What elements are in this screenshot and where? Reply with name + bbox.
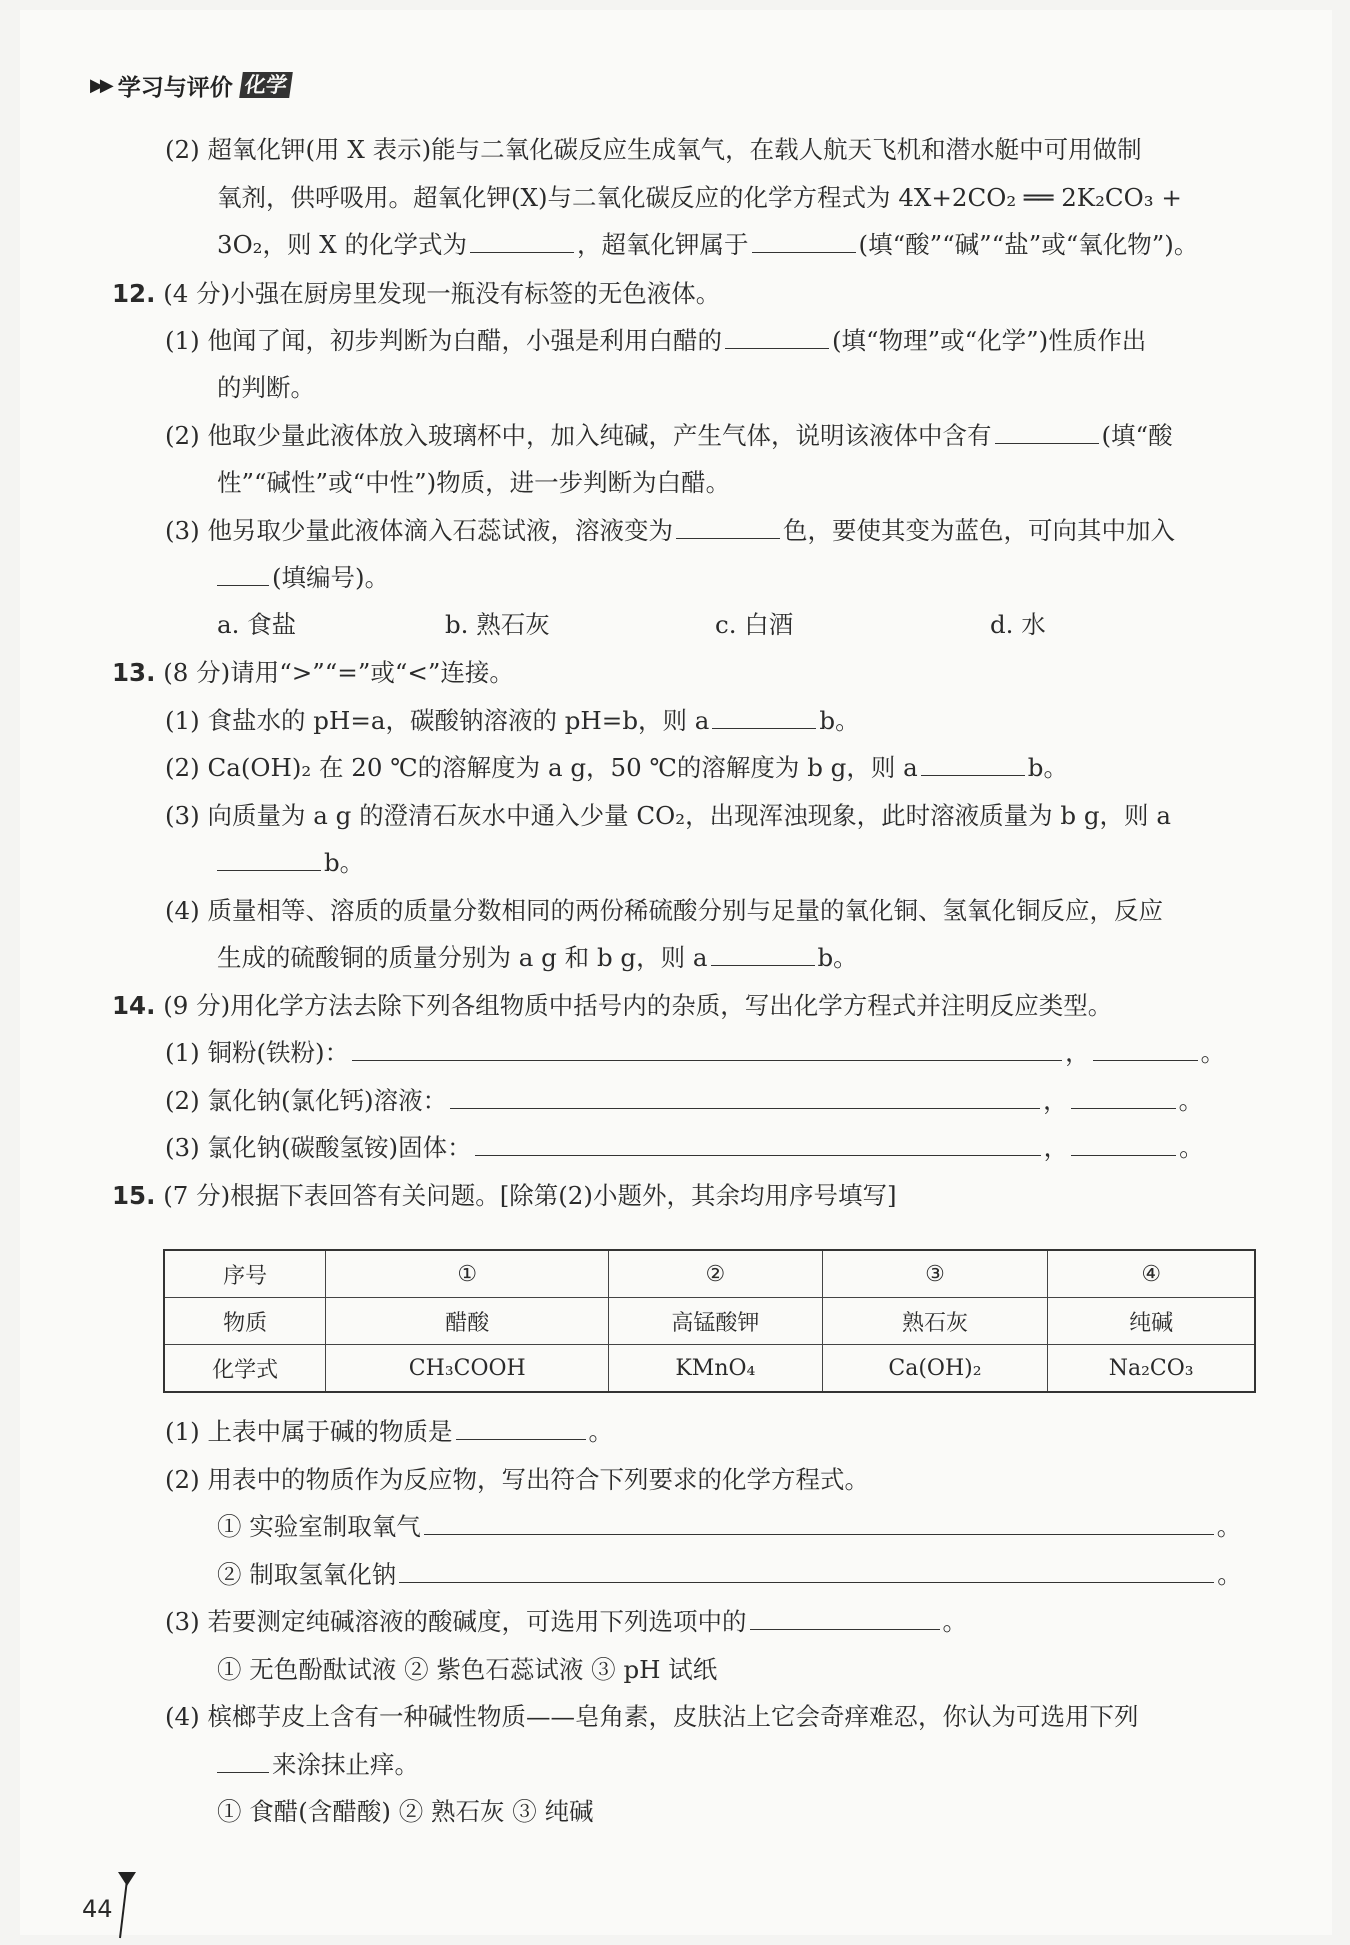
comma: ， bbox=[1043, 1086, 1068, 1115]
reaction-type-blank[interactable] bbox=[1071, 1084, 1176, 1109]
table-cell: ① bbox=[326, 1250, 609, 1298]
q12-p2-cont: 性”“碱性”或“中性”)物质，进一步判断为白醋。 bbox=[217, 468, 731, 497]
q11-text: 3O₂，则 X 的化学式为 bbox=[217, 230, 468, 259]
answer-blank[interactable] bbox=[711, 941, 815, 966]
q13-stem bbox=[112, 655, 514, 691]
answer-blank[interactable] bbox=[712, 704, 816, 729]
subject-badge: 化学 bbox=[239, 72, 293, 98]
table-cell: ④ bbox=[1048, 1250, 1255, 1298]
equation-blank[interactable] bbox=[450, 1084, 1040, 1109]
q15-p2: (2) 用表中的物质作为反应物，写出符合下列要求的化学方程式。 bbox=[165, 1465, 869, 1494]
table-cell: CH₃COOH bbox=[326, 1345, 609, 1393]
q15-p4-options: ① 食醋(含醋酸) ② 熟石灰 ③ 纯碱 bbox=[217, 1797, 594, 1826]
q13-p3: (3) 向质量为 a g 的澄清石灰水中通入少量 CO₂，出现浑浊现象，此时溶液质量为 b g，则 a bbox=[165, 801, 1171, 830]
table-cell: 物质 bbox=[164, 1298, 326, 1345]
q12-text: (1) 他闻了闻，初步判断为白醋，小强是利用白醋的 bbox=[165, 326, 722, 355]
q14-p1 bbox=[165, 1035, 1225, 1071]
question-number: 14. bbox=[112, 991, 156, 1020]
q12-text: 色，要使其变为蓝色，可向其中加入 bbox=[783, 516, 1175, 545]
equation-blank[interactable] bbox=[475, 1131, 1041, 1156]
answer-blank[interactable] bbox=[676, 514, 780, 539]
q12-text: (3) 他另取少量此液体滴入石蕊试液，溶液变为 bbox=[165, 516, 673, 545]
answer-blank[interactable] bbox=[752, 228, 856, 253]
q15-stem-text: (7 分)根据下表回答有关问题。[除第(2)小题外，其余均用序号填写] bbox=[163, 1181, 897, 1210]
q14-stem-text: (9 分)用化学方法去除下列各组物质中括号内的杂质，写出化学方程式并注明反应类型。 bbox=[163, 991, 1113, 1020]
q14-stem bbox=[112, 988, 1112, 1024]
q13-p4: (4) 质量相等、溶质的质量分数相同的两份稀硫酸分别与足量的氧化铜、氢氧化铜反应，反应 bbox=[165, 896, 1163, 925]
period: 。 bbox=[1178, 1086, 1204, 1115]
substance-table bbox=[163, 1249, 1256, 1393]
period: 。 bbox=[1216, 1512, 1242, 1541]
equation-blank[interactable] bbox=[399, 1558, 1214, 1583]
q15-text: ① 实验室制取氧气 bbox=[217, 1512, 421, 1541]
page-number: 44 bbox=[82, 1895, 113, 1923]
q14-text: (2) 氯化钠(氯化钙)溶液： bbox=[165, 1086, 448, 1115]
table-cell: Ca(OH)₂ bbox=[822, 1345, 1048, 1393]
q12-stem-text: (4 分)小强在厨房里发现一瓶没有标签的无色液体。 bbox=[163, 279, 721, 308]
table-cell: 高锰酸钾 bbox=[609, 1298, 822, 1345]
header-title: 学习与评价 bbox=[117, 74, 233, 101]
q11-p2-line1: (2) 超氧化钾(用 X 表示)能与二氧化碳反应生成氧气，在载人航天飞机和潜水艇中可用做制 bbox=[165, 135, 1142, 164]
q15-text: ② 制取氢氧化钠 bbox=[217, 1560, 397, 1589]
table-cell: Na₂CO₃ bbox=[1048, 1345, 1255, 1393]
q12-text: (填“物理”或“化学”)性质作出 bbox=[832, 326, 1147, 355]
q11-text: (填“酸”“碱”“盐”或“氧化物”)。 bbox=[858, 230, 1199, 259]
table-cell: 醋酸 bbox=[326, 1298, 609, 1345]
q13-text: b。 bbox=[324, 848, 365, 877]
table-cell: KMnO₄ bbox=[609, 1345, 822, 1393]
q11-p2-line2: 氧剂，供呼吸用。超氧化钾(X)与二氧化碳反应的化学方程式为 4X+2CO₂ ══ 2K₂CO₃ + bbox=[217, 183, 1182, 212]
q12-option-a: a. 食盐 bbox=[217, 610, 297, 639]
reaction-type-blank[interactable] bbox=[1093, 1036, 1198, 1061]
q15-p2-ii bbox=[217, 1557, 1242, 1593]
answer-blank[interactable] bbox=[217, 561, 269, 586]
page-corner-mark-icon bbox=[116, 1870, 138, 1940]
q15-text: (3) 若要测定纯碱溶液的酸碱度，可选用下列选项中的 bbox=[165, 1607, 747, 1636]
answer-blank[interactable] bbox=[725, 324, 829, 349]
equation-blank[interactable] bbox=[424, 1510, 1214, 1535]
page-header bbox=[90, 68, 291, 102]
equation-blank[interactable] bbox=[352, 1036, 1062, 1061]
answer-blank[interactable] bbox=[995, 419, 1099, 444]
q12-p3-cont bbox=[217, 560, 389, 596]
q15-p3-options: ① 无色酚酞试液 ② 紫色石蕊试液 ③ pH 试纸 bbox=[217, 1655, 718, 1684]
q11-p2-line3 bbox=[217, 227, 1198, 263]
q15-p4: (4) 槟榔芋皮上含有一种碱性物质——皂角素，皮肤沾上它会奇痒难忍，你认为可选用下列 bbox=[165, 1702, 1139, 1731]
period: 。 bbox=[1200, 1038, 1226, 1067]
answer-blank[interactable] bbox=[750, 1605, 940, 1630]
q12-p2 bbox=[165, 418, 1173, 454]
answer-blank[interactable] bbox=[921, 751, 1025, 776]
q15-text: 来涂抹止痒。 bbox=[272, 1750, 419, 1779]
q14-text: (1) 铜粉(铁粉)： bbox=[165, 1038, 350, 1067]
comma: ， bbox=[1065, 1038, 1090, 1067]
q13-p2 bbox=[165, 750, 1068, 786]
q12-option-c: c. 白酒 bbox=[715, 610, 794, 639]
q15-p1 bbox=[165, 1414, 613, 1450]
q13-text: b。 bbox=[1027, 753, 1068, 782]
q13-text: (2) Ca(OH)₂ 在 20 ℃的溶解度为 a g，50 ℃的溶解度为 b g，则 a bbox=[165, 753, 918, 782]
table-cell: ② bbox=[609, 1250, 822, 1298]
q13-text: b。 bbox=[817, 943, 858, 972]
table-cell: 纯碱 bbox=[1048, 1298, 1255, 1345]
comma: ， bbox=[1043, 1133, 1069, 1162]
q12-text: (填“酸 bbox=[1101, 421, 1173, 450]
q15-p4-cont bbox=[217, 1747, 419, 1783]
q12-option-b: b. 熟石灰 bbox=[445, 610, 550, 639]
q12-p3 bbox=[165, 513, 1175, 549]
q13-p1 bbox=[165, 703, 860, 739]
answer-blank[interactable] bbox=[217, 846, 321, 871]
q13-p3-cont bbox=[217, 845, 364, 881]
double-arrow-icon: ▶▶ bbox=[90, 74, 110, 96]
q13-stem-text: (8 分)请用“>”“=”或“<”连接。 bbox=[163, 658, 514, 687]
table-cell: ③ bbox=[822, 1250, 1048, 1298]
table-cell: 化学式 bbox=[164, 1345, 326, 1393]
table-row bbox=[164, 1345, 1255, 1393]
q12-p1 bbox=[165, 323, 1146, 359]
table-row bbox=[164, 1298, 1255, 1345]
period: 。 bbox=[1179, 1133, 1204, 1162]
table-row bbox=[164, 1250, 1255, 1298]
question-number: 12. bbox=[112, 279, 156, 308]
period: 。 bbox=[1217, 1560, 1242, 1589]
q15-text: (1) 上表中属于碱的物质是 bbox=[165, 1417, 453, 1446]
answer-blank[interactable] bbox=[456, 1415, 586, 1440]
q12-stem bbox=[112, 276, 720, 312]
q12-text: (2) 他取少量此液体放入玻璃杯中，加入纯碱，产生气体，说明该液体中含有 bbox=[165, 421, 992, 450]
q14-p2 bbox=[165, 1083, 1203, 1119]
answer-blank[interactable] bbox=[470, 228, 574, 253]
q14-text: (3) 氯化钠(碳酸氢铵)固体： bbox=[165, 1133, 472, 1162]
q11-text: ，超氧化钾属于 bbox=[577, 230, 749, 259]
reaction-type-blank[interactable] bbox=[1071, 1131, 1176, 1156]
q15-p2-i bbox=[217, 1509, 1241, 1545]
q15-text: 。 bbox=[588, 1417, 613, 1446]
q13-p4-cont bbox=[217, 940, 858, 976]
answer-blank[interactable] bbox=[217, 1748, 269, 1773]
q12-p1-cont: 的判断。 bbox=[217, 373, 315, 402]
q15-stem bbox=[112, 1178, 897, 1214]
q12-option-d: d. 水 bbox=[990, 610, 1046, 639]
table-cell: 熟石灰 bbox=[822, 1298, 1048, 1345]
q15-text: 。 bbox=[942, 1607, 967, 1636]
q13-text: b。 bbox=[819, 706, 860, 735]
q12-text: (填编号)。 bbox=[272, 563, 390, 592]
table-cell: 序号 bbox=[164, 1250, 326, 1298]
q13-text: (1) 食盐水的 pH=a，碳酸钠溶液的 pH=b，则 a bbox=[165, 706, 710, 735]
q14-p3 bbox=[165, 1130, 1204, 1166]
question-number: 13. bbox=[112, 658, 156, 687]
q15-p3 bbox=[165, 1604, 967, 1640]
q13-text: 生成的硫酸铜的质量分别为 a g 和 b g，则 a bbox=[217, 943, 708, 972]
question-number: 15. bbox=[112, 1181, 156, 1210]
